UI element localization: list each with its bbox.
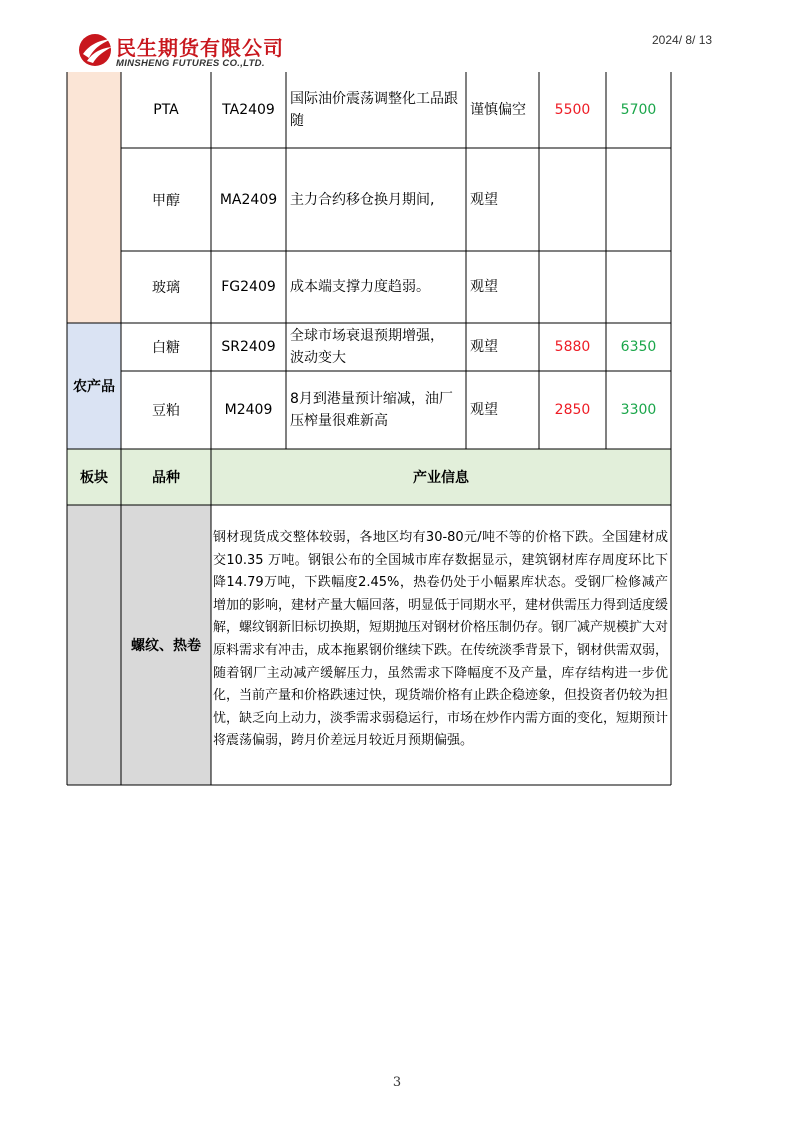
contract-methanol: MA2409 <box>219 191 278 208</box>
support-sugar: 5880 <box>554 339 591 355</box>
contract-pta: TA2409 <box>222 102 275 118</box>
header-industry-info: 产业信息 <box>413 470 469 486</box>
variety-glass: 玻璃 <box>152 280 180 296</box>
resistance-sugar: 6350 <box>620 339 657 355</box>
variety-sugar: 白糖 <box>152 340 180 356</box>
stance-soymeal: 观望 <box>470 402 498 418</box>
resistance-methanol <box>606 148 671 251</box>
company-name-cn: 民生期货有限公司 <box>116 36 284 60</box>
resistance-soymeal: 3300 <box>620 402 657 418</box>
view-methanol: 主力合约移仓换月期间, <box>290 191 435 208</box>
view-sugar: 全球市场衰退预期增强，波动变大 <box>290 328 444 366</box>
stance-pta: 谨慎偏空 <box>470 102 526 118</box>
company-name-en: MINSHENG FUTURES CO.,LTD. <box>116 58 265 69</box>
contract-soymeal: M2409 <box>224 402 273 418</box>
report-date: 2024/ 8/ 13 <box>652 33 713 47</box>
contract-glass: FG2409 <box>221 279 276 295</box>
variety-soymeal: 豆粕 <box>152 403 180 419</box>
variety-methanol: 甲醇 <box>152 192 180 209</box>
header-sector: 板块 <box>80 470 108 486</box>
view-glass: 成本端支撑力度趋弱。 <box>290 279 430 295</box>
stance-methanol: 观望 <box>470 191 498 208</box>
resistance-glass <box>606 251 671 323</box>
industry-variety: 螺纹、热卷 <box>131 638 201 654</box>
page-number: 3 <box>392 1075 402 1090</box>
header-variety: 品种 <box>152 470 180 486</box>
support-soymeal: 2850 <box>554 402 591 418</box>
view-soymeal: 8月到港量预计缩减，油厂压榨量很难新高 <box>290 391 453 429</box>
sector-agri-label: 农产品 <box>73 379 115 395</box>
industry-info-text: 钢材现货成交整体较弱，各地区均有30-80元/吨不等的价格下跌。全国建材成交10.35 万吨。钢银公布的全国城市库存数据显示，建筑钢材库存周度环比下降14.79万吨，下跌幅度2.45%，热卷仍处于小幅累库状态。受钢厂检修减产增加的影响，建材产量大幅回落，明显低于同期水平，建材供需压力得到适度缓解，螺纹钢新旧标切换期，短期抛压对钢材价格压制仍存。钢厂减产规模扩大对原料需求有冲击，成本拖累钢价继续下跌。在传统淡季背景下，钢材供需双弱，随着钢厂主动减产缓解压力，虽然需求下降幅度不及产量，库存结构进一步优化，当前产量和价格跌速过快，现货端价格有止跌企稳迹象，但投资者仍较为担忧，缺乏向上动力，淡季需求弱稳运行，市场在炒作内需方面的变化，短期预计将震荡偏弱，跨月价差远月较近月预期偏强。 <box>213 530 669 749</box>
support-glass <box>539 251 606 323</box>
variety-pta: PTA <box>153 102 179 118</box>
contract-sugar: SR2409 <box>221 339 276 355</box>
resistance-pta: 5700 <box>620 102 657 118</box>
stance-glass: 观望 <box>470 279 498 295</box>
stance-sugar: 观望 <box>470 339 498 355</box>
support-pta: 5500 <box>554 102 591 118</box>
sector-cell-energy <box>67 72 121 323</box>
view-pta: 国际油价震荡调整化工品跟随 <box>290 91 458 129</box>
support-methanol <box>539 148 606 251</box>
